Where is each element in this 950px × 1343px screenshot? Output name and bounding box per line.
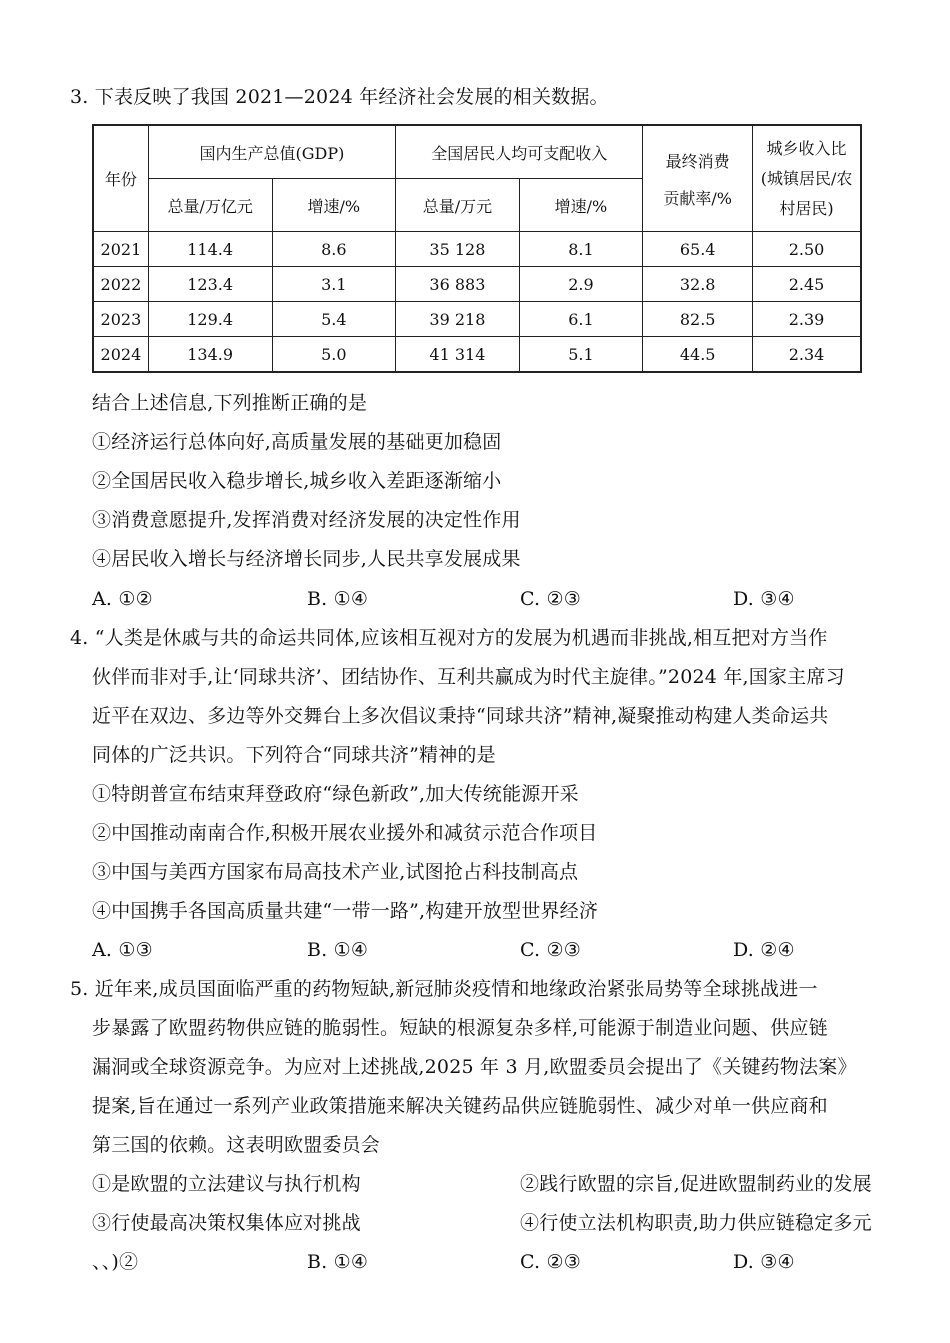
header-ratio-line1: 城乡收入比: [766, 138, 847, 158]
q4-option-d[interactable]: D. ②④: [733, 939, 795, 961]
q5-stem-line-2: 步暴露了欧盟药物供应链的脆弱性。短缺的根源复杂多样,可能源于制造业问题、供应链: [92, 1017, 828, 1039]
header-consume-line2: 贡献率/%: [663, 188, 732, 208]
cell-year: 2021: [93, 232, 148, 267]
q5-item-1: ①是欧盟的立法建议与执行机构: [92, 1173, 361, 1195]
cell-ratio: 2.50: [753, 232, 861, 267]
q3-option-b[interactable]: B. ①④: [307, 588, 369, 610]
cell-gdp-growth: 3.1: [272, 267, 396, 302]
cell-gdp-total: 123.4: [148, 267, 272, 302]
q4-item-4: ④中国携手各国高质量共建“一带一路”,构建开放型世界经济: [92, 900, 599, 922]
q3-item-1: ①经济运行总体向好,高质量发展的基础更加稳固: [92, 431, 502, 453]
q4-stem-line-3: 近平在双边、多边等外交舞台上多次倡议秉持“同球共济”精神,凝聚推动构建人类命运共: [92, 705, 829, 727]
header-consume-line1: 最终消费: [665, 151, 730, 171]
header-ratio-line2: (城镇居民/农: [760, 168, 853, 188]
q5-stem-line-4: 提案,旨在通过一系列产业政策措施来解决关键药品供应链脆弱性、减少对单一供应商和: [92, 1095, 828, 1117]
cell-gdp-growth: 5.4: [272, 302, 396, 337]
q5-stem-line-5: 第三国的依赖。这表明欧盟委员会: [92, 1134, 381, 1156]
header-year: 年份: [93, 125, 148, 232]
header-inc-growth: 增速/%: [519, 179, 643, 232]
q3-prompt: 结合上述信息,下列推断正确的是: [92, 392, 368, 414]
q3-option-a[interactable]: A. ①②: [92, 588, 153, 610]
table-row: [93, 267, 861, 302]
cell-inc-total: 36 883: [396, 267, 520, 302]
q4-option-a[interactable]: A. ①③: [92, 939, 153, 961]
cell-consume: 65.4: [643, 232, 753, 267]
cell-inc-total: 35 128: [396, 232, 520, 267]
header-consume: [643, 125, 753, 232]
cell-gdp-total: 129.4: [148, 302, 272, 337]
q3-item-4: ④居民收入增长与经济增长同步,人民共享发展成果: [92, 548, 521, 570]
header-ratio: [753, 125, 861, 232]
q5-item-2: ②践行欧盟的宗旨,促进欧盟制药业的发展: [520, 1173, 872, 1195]
q3-option-d[interactable]: D. ③④: [733, 588, 795, 610]
q3-option-c[interactable]: C. ②③: [520, 588, 582, 610]
q4-option-b[interactable]: B. ①④: [307, 939, 369, 961]
cell-inc-growth: 5.1: [519, 337, 643, 373]
q5-option-b[interactable]: B. ①④: [307, 1251, 369, 1273]
q4-stem-line-2: 伙伴而非对手,让‘同球共济’、团结协作、互利共赢成为时代主旋律。”2024 年,国家主席习: [92, 666, 845, 688]
header-inc-total: 总量/万元: [396, 179, 520, 232]
cell-gdp-total: 114.4: [148, 232, 272, 267]
q4-option-c[interactable]: C. ②③: [520, 939, 582, 961]
header-income: 全国居民人均可支配收入: [396, 125, 643, 179]
q5-item-4: ④行使立法机构职责,助力供应链稳定多元: [520, 1212, 872, 1234]
cell-gdp-total: 134.9: [148, 337, 272, 373]
cell-inc-total: 39 218: [396, 302, 520, 337]
q5-option-c[interactable]: C. ②③: [520, 1251, 582, 1273]
cell-inc-growth: 8.1: [519, 232, 643, 267]
q3-stem: 3. 下表反映了我国 2021—2024 年经济社会发展的相关数据。: [70, 86, 609, 108]
q4-stem-line-4: 同体的广泛共识。下列符合“同球共济”精神的是: [92, 744, 496, 766]
cell-year: 2022: [93, 267, 148, 302]
table-row: [93, 337, 861, 373]
header-ratio-line3: 村居民): [779, 198, 834, 218]
cell-consume: 44.5: [643, 337, 753, 373]
cell-year: 2023: [93, 302, 148, 337]
cell-inc-growth: 2.9: [519, 267, 643, 302]
q4-item-3: ③中国与美西方国家布局高技术产业,试图抢占科技制高点: [92, 861, 579, 883]
cell-year: 2024: [93, 337, 148, 373]
table-row: [93, 302, 861, 337]
cell-gdp-growth: 5.0: [272, 337, 396, 373]
q5-option-a[interactable]: 、、)②: [92, 1251, 139, 1273]
q3-item-3: ③消费意愿提升,发挥消费对经济发展的决定性作用: [92, 509, 521, 531]
cell-consume: 82.5: [643, 302, 753, 337]
cell-ratio: 2.39: [753, 302, 861, 337]
q3-item-2: ②全国居民收入稳步增长,城乡收入差距逐渐缩小: [92, 470, 502, 492]
cell-inc-growth: 6.1: [519, 302, 643, 337]
cell-ratio: 2.45: [753, 267, 861, 302]
q5-option-d[interactable]: D. ③④: [733, 1251, 795, 1273]
q5-item-3: ③行使最高决策权集体应对挑战: [92, 1212, 361, 1234]
cell-consume: 32.8: [643, 267, 753, 302]
cell-gdp-growth: 8.6: [272, 232, 396, 267]
cell-inc-total: 41 314: [396, 337, 520, 373]
header-gdp-total: 总量/万亿元: [148, 179, 272, 232]
q4-item-2: ②中国推动南南合作,积极开展农业援外和减贫示范合作项目: [92, 822, 598, 844]
q5-stem-line-1: 5. 近年来,成员国面临严重的药物短缺,新冠肺炎疫情和地缘政治紧张局势等全球挑战进一: [70, 978, 818, 1000]
table-row: [93, 232, 861, 267]
q4-stem-line-1: 4. “人类是休戚与共的命运共同体,应该相互视对方的发展为机遇而非挑战,相互把对方当作: [70, 627, 828, 649]
q5-stem-line-3: 漏洞或全球资源竞争。为应对上述挑战,2025 年 3 月,欧盟委员会提出了《关键药物法案》: [92, 1056, 857, 1078]
header-gdp: 国内生产总值(GDP): [148, 125, 395, 179]
q3-data-table: [92, 124, 862, 373]
header-gdp-growth: 增速/%: [272, 179, 396, 232]
q4-item-1: ①特朗普宣布结束拜登政府“绿色新政”,加大传统能源开采: [92, 783, 579, 805]
cell-ratio: 2.34: [753, 337, 861, 373]
